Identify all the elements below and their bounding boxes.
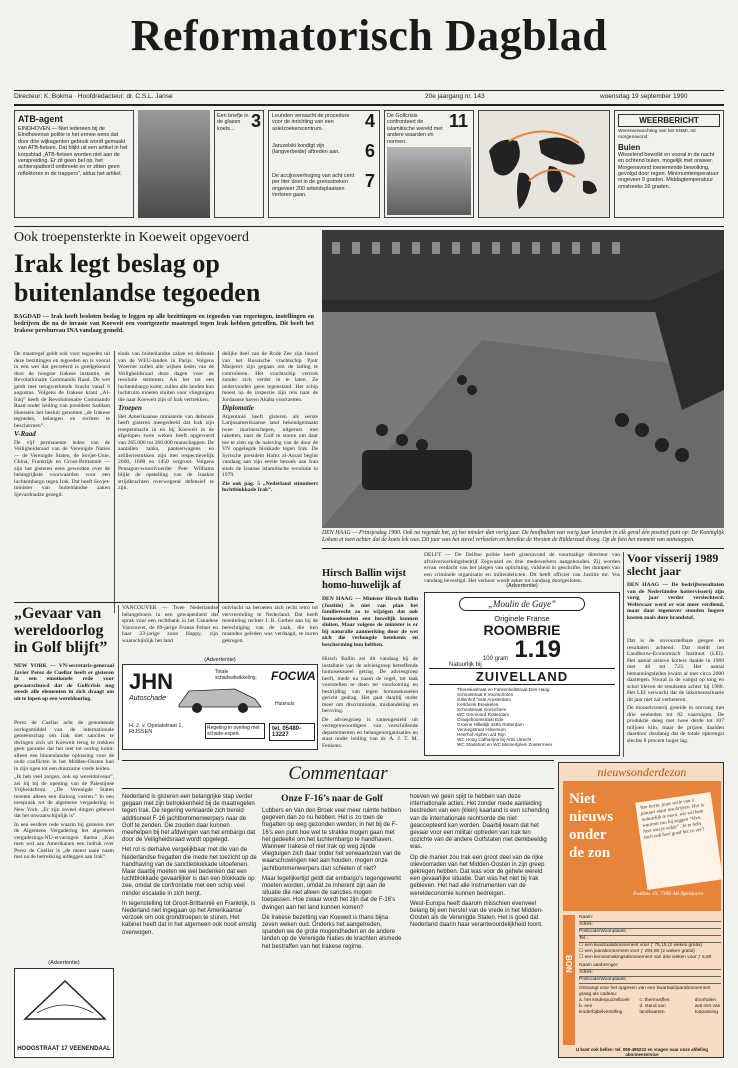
teaser-4-num: 7	[365, 171, 376, 191]
vancouver-col-2: ontvlucht na beroeten zich recht retro tot vervreemding te Nederland. Dat heeft moeiteling rechter J. R. Gerber aan bij de berechtiging van de zaak, die tien maanden geleden was verdaagd, te horen gekregen.	[222, 605, 318, 644]
kids-line-4: de zon	[569, 845, 611, 861]
lead-kicker: Ook troepensterkte in Koeweit opgevoerd	[14, 230, 249, 245]
masthead-rule-top	[14, 90, 724, 91]
ad2-box	[122, 664, 318, 750]
ad3-footer: Natuurlijk bij	[449, 662, 482, 668]
weather-box	[614, 110, 724, 218]
commentaar-col-2b-text: Maar tegelijkertijd geldt dat embargo’s tegengewerkt moeten worden, omdat ze inherent zijn aan de situatie die niet alleen de sancties mogen toepassen. Hoe zwaar wordt het zijn dat de F-16’s dwingen aan het land kunnen komen?	[262, 875, 401, 911]
ad1-text: HOOGSTRAAT 17 VEENENDAAL	[17, 1046, 111, 1052]
commentaar-col-3b-text: Op die manier zou Irak een groot deel van de rijke olievoorraden van het Midden-Oosten in zijn greep gekregen hebben. Dat was voor de gehele wereld een gevaarlijke situatie. Dan was het niet bij Irak gebleven. Het had alle instrumenten van de wereldeconomie kunnen bedreigen.	[410, 854, 545, 897]
lead-col-1b-text: De vijf permanente leden van de Veiligheidsraad van de Verenigde Naties — de Verenigde Staten, de Sovjet-Unie, China, Frankrijk en Groot-Brittannië — zijn het gisteren eens geworden over de belangrijkste voorwaarden voor een luchtembargo tegen Irak. Dat heeft Sovjet-minister van buitenlandse zaken Sjevardnadze gezegd.	[14, 439, 110, 498]
top-strip	[14, 110, 724, 222]
checkbox-icon[interactable]: ☐	[579, 955, 585, 960]
lead-col-rule-1	[114, 351, 115, 613]
coach-photo	[138, 110, 210, 218]
kids-form-tel[interactable]: Tel.:	[579, 936, 721, 943]
ad2-brand2-sub: Huisnuts	[275, 701, 295, 707]
kids-gift-5: doorhalen wat niet van toepassing	[694, 998, 721, 1015]
commentaar-rule-under	[122, 788, 554, 789]
commentaar-col-1c-text: In tegenstelling tot Groot-Brittannië en Frankrijk, is Nederland niet ingegaan op het Amerikaanse verzoek om ook grondtroepen te sturen. Het kabinet heeft dat in het algemeen ook nooit ernstig overwogen.	[122, 900, 257, 936]
atb-box	[14, 110, 134, 218]
ad2-label: (Advertentie)	[204, 657, 236, 663]
kids-line-3: onder	[569, 827, 607, 843]
golf-headline: „Gevaar van wereldoorlog in Golf blijft”	[14, 605, 108, 656]
lead-col-3-text: delijke deel van de Rode Zee zijn boord van het Russische vrachtschip Pjotr Masjerov zijn gegaan om de lading te controleren. Het vrachtschip vertrok zonder zich verder in te laten. Ze ondervonden geen tegenstand. Het schip moest na de inspectie zijn reis naar de Jordaanse haven Akaba voortzetten.	[222, 351, 318, 403]
kids-form-name[interactable]: Naam:	[579, 915, 721, 922]
lead-col-2	[118, 351, 214, 613]
commentaar-rule-top	[122, 760, 554, 761]
kids-opt-3-label: een kennismakingsabonnement van drie weken voor ƒ 5,80	[584, 955, 712, 960]
ad3-weight: 100 gram	[482, 656, 509, 662]
teaser-1	[214, 110, 264, 218]
kids-sender-3[interactable]: Postcode/Woonplaats:	[579, 977, 721, 984]
lead-col-2-text: sinds van buitenlandse zaken en defensie van de WEU-landen in Parijs. Volgens Woerner zullen alle wijken leden van de Veiligheidsraad deze dagen voor de resolutie stemmen. Als het tot een luchtembargo komt, zullen alle landen hun luchtruim moeten sluiten voor vliegtuigen die naar Koeweit zijn of Irak vertrekken.	[118, 351, 214, 403]
delft-text: DELFT — De Delftse politie heeft gisteravond de voormalige directeur van afvalverwerkingsbedrijf Zegwaard en drie medewerkers aangehouden. Zij worden ervan verdacht van het plegen van oplichting, valsheid in geschrifte, het dumpen van een criminele organisatie en milieudelicten. Dit heeft officier van Justitie mr. Vos vandaag bevestigd. Het verhoor wordt zeker tot vandaag doorgesloten.	[424, 552, 620, 584]
ad3-subtitle: Originele Franse	[494, 614, 550, 623]
car-icon	[175, 679, 265, 715]
kids-form	[579, 915, 721, 1016]
checkbox-icon[interactable]: ☐	[579, 943, 585, 948]
teaser-2-num: 4	[365, 111, 376, 131]
ad2-brand2: FOCWA	[271, 669, 316, 683]
golf-col	[14, 720, 114, 958]
teaser-1-text: Een briefje in de glazen koets...	[217, 113, 249, 132]
visserij-col	[627, 638, 724, 756]
kids-gift-2[interactable]: b. een kinderbijbelvertelling	[579, 1004, 623, 1015]
teaser-4-text: De accijnsverhoging van acht cent per liter doet in de grensstreken ongeveer 200 arbeidsplaatsen verloren gaan.	[272, 173, 355, 199]
masthead-rule-bottom	[14, 104, 724, 106]
ad3-list-item: Schoolstraat 9 Voorschoten	[457, 692, 514, 697]
hirsch-text: Hirsch Ballin zei dit vandaag bij de installatie van de adviesgroep betreffende homoseksueel getrag. De adviesgroep heeft, mede na naam de regel, tot taak voorstellen te doen ter voorkoming en bestrijding van tegen homoseksuelen gericht gedrag. Het gaat daarbij onder meer om discriminatie, mishandeling en beroving.	[322, 656, 418, 714]
lead-col-1-text: De maatregel geldt ook voor tegoeden uit deze bezittingen en tegoeden en is vooral in een wet dat gecreëerd is goedgekeurd door de hoogste Irakese instantie, de Revolutionaire Commando Raad. De wet geldt met terugwerkende kracht vanaf 6 augustus. Volgens de Irakese krant „Al-Iraq” heeft de Revolutionaire Commando Raad onder leiding van president Saddam Hoessein het besluit genomen „de Irakese tegoeden, belangen en rechten te beschermen”.	[14, 351, 110, 429]
kids-opt-3[interactable]	[579, 955, 721, 961]
ad3-price: 1.19	[514, 636, 562, 663]
kids-gift-3[interactable]: c. thermosfles	[639, 998, 670, 1003]
ad2-line2: H. J. v. Opstalstraat 1, RIJSSEN	[129, 723, 183, 735]
photo-caption: DEN HAAG — Prinsjesdag 1990. Ook na regende het, zij het minder dan vorig jaar. De hoofbulten van vorig jaar leverden in elk geval één positief punt op: De Koninglijk Lokum et toen achter dat de koets lek was. Dit jaar was het stevel verkoelen en bereikte de Vorsten de Ridderzaal droog. Op de foto het moment van aanstappen.	[322, 530, 724, 543]
parade-scene-icon	[322, 230, 724, 528]
lead-bottom-rule	[14, 602, 314, 603]
teaser-5-text: De Golfcrisis confronteert de islamitische wereld met andere waarden en normen.	[387, 113, 443, 145]
atb-title: ATB-agent	[18, 114, 63, 124]
teaser-1-num: 3	[251, 111, 262, 131]
checkbox-icon[interactable]: ☐	[579, 949, 585, 954]
kids-banner: nieuwsonderdezon	[597, 765, 687, 779]
hirsch-text-2: De adviesgroep is samengesteld uit vertegenwoordigers van verschillende departementen en belangenorganisaties en staat onder leiding van dr. A. J. T. M. Fenkens.	[322, 716, 418, 749]
commentaar-col-2-text: Lubbers en Van den Broek veel meer ruimte hebben gegeven dan zo nu hebben. Het is zo toen de fregatten op weg gezonden werden, in het bij de F-16’s een punt hoe wel te strakke mogen gaan met het gedeelte om het luchtembargo te handhaven. Wanneer Irakese of niet Irak op weg zijnde vliegtuigen zich daar onder het verwaarlozen van de waarschuwingen niet aan houden, mogen onze jachtbommenwerpers dan schieten of niet?	[262, 808, 401, 872]
kids-letter: Van harte, jouw actie van 1 januari staat inschrijven. Het is natuurlijk te mooi, wie wil hem waarom zou hij zeggen “Hee, heet wat je wilde”. Je te hebt toch ook heel goed het zo ver?	[639, 798, 705, 841]
lead-sub-2: Troepen	[118, 404, 142, 412]
kids-sender[interactable]: Naam aanbrenger:	[579, 963, 721, 970]
lead-col-3	[222, 351, 318, 613]
kids-art	[563, 781, 721, 911]
commentaar-header: Commentaar	[288, 763, 388, 784]
ad3-list-item: Groene Hilledijk 329a Rotterdam	[457, 722, 524, 727]
kids-form-address[interactable]: Adres:	[579, 922, 721, 929]
commentaar-col-3c-text: West-Europa heeft daarom misschien evenveel belang bij een herstel van de vrede in het Midden-Oosten als de Verenigde Staten. Het is goed dat Nederland daarin haar verantwoordelijkheid toont.	[410, 900, 544, 929]
lead-intro: BAGDAD — Irak heeft besloten beslag te leggen op alle bezittingen en tegoeden van regeringen, instellingen en bedrijven die na de invasie van Koeweit een voortgezette maatregel tegen Irak hebben getroffen. Dit heeft het Irakese persbureau INA vandaag gemeld.	[14, 313, 314, 334]
weather-text: Wisselend bewolkt en vooral in de nacht en ochtend buien, mogelijk met onweer. Morgenavond toenemende bewolking, gevolgd door regen. Minimumtemperatuur ongeveer 9 graden. Middagtemperatuur omstreeks 16 graden.	[618, 151, 719, 190]
lead-col-rule-2	[218, 351, 219, 613]
ad3-product: ROOMBRIE	[483, 622, 561, 638]
golf-col-1-text: Perez de Cuellar acht de genomende oorlogsmiddel van de internationale gemeenschap om Irak met sancties te dwingen zich uit Koeweit terug te trekken geen garantie dat het niet tot oorlog komt: alleen een binnenlandse oplossing voor de oude conflicten in het Midden-Oosten kan in zijn ogen tot een duurzame vrede leiden.	[14, 720, 114, 772]
ad3-title: „Moulin de Gaye”	[459, 597, 585, 611]
ad3-list-item: Oranjeboomstraat Ede	[457, 717, 504, 722]
weather-title: Buien	[618, 142, 641, 152]
lead-sub-1: V-Raad	[14, 430, 36, 438]
ad2-sub: Autoschade	[129, 695, 166, 702]
hirsch-headline: Hirsch Ballin wijst homo-huwelijk af	[322, 568, 407, 591]
commentaar-col-1b-text: Het rol is derhalve vergelijkbaar met die van de Nederlandse fregatten die mede het toezicht op de handhaving van de sanctieblokkade uitoefenen. Maar daarbij moeten we wel bedenken dat een luchtblokkade gevaarlijker is dan een blokkade op zee, omdat de confrontatie met een schip veel minder escalatie in zich bergt.	[122, 847, 257, 897]
kids-side-label: BON	[564, 955, 573, 973]
weather-source: Weersverwachting van het KNMI, tot morgenavond:	[618, 129, 696, 141]
golf-intro: NEW YORK — VN-secretaris-generaal Javier Perez de Cuellar heeft er gisteren in een emotionele rede voor gewaarschuwd dat de Golfcrisis nog steeds alle elementen in zich draagt om uit te lopen op een wereldoorlog.	[14, 663, 114, 702]
ad3-list-item: Heerhof Alphen a/d Rijn	[457, 732, 506, 737]
masthead-directors: Directeur: K. Bokma · Hoofdredacteur: dr. C.S.L. Janse	[14, 93, 173, 100]
commentaar-col-2c-text: De Irakese bezetting van Koeweit is thans bijna zeven weken oud. Onderks het aangetreden, spanden we de grote mogendheden en de andere landen op de Verenigde Naties de krachten alsmede het bestraffen van het Irakese regime.	[262, 914, 402, 950]
ad2-line3: Regeling in overleg met schade-expert.	[205, 723, 265, 739]
lead-col-1	[14, 351, 110, 613]
kids-gift-4[interactable]: d. stand van landkaarten	[639, 1004, 666, 1015]
teaser-col-2	[268, 110, 380, 218]
visserij-headline: Voor visserij 1989 slecht jaar	[627, 551, 719, 578]
kids-footer: U kunt ook bellen: tel. 050-495222 en vragen naar onze afdeling abonneeservice	[575, 1047, 708, 1057]
visserij-intro: DEN HAAG — De bedrijfsresultaten van de Nederlandse kottervisserij zijn vorig jaar verder verslechterd. Weliswaar werd er wat meer verdiend, maar daar tegenover stonden hogere kosten zoals dure brandstof.	[627, 582, 724, 621]
masthead-title: Reformatorisch Dagblad	[130, 11, 608, 60]
lead-col-2b-text: Het Amerikaanse ministerie van defensie heeft gisteren meegedeeld dat Irak zijn troepenmacht in en bij Koeweit in de afgelopen twee weken heeft opgevoerd van 265.000 tot 360.000 manschappen. De aantallen tanks, pantserwagens en artilleriestukken zijn met respectievelijk 2600, 1600 en 1450 vergroot. Volgens Pentagon-woordvoerder Pete Williams blijkt de opstelling van de Iraakse strijdkrachten overwegend defensief te zijn.	[118, 413, 214, 491]
prinsjesdag-photo	[322, 230, 724, 528]
lead-sub-3: Diplomatie	[222, 404, 254, 412]
ad3-list-item: Gillenhof ’Vale Amsterdam	[457, 697, 511, 702]
ad3-list-item: WC Hoog Catharijne bij Artis Utrecht	[457, 737, 532, 742]
teaser-3-text: Jaruzelski kondigt zijn (langverbeide) aftreden aan.	[272, 143, 340, 156]
photo-rule	[322, 548, 724, 549]
mid-rule-left	[118, 605, 119, 760]
atb-text: EINDHOVEN — Niet iedereen bij de Eindhovense politie is het ermee eens dat door drie wijkagenten gebruik wordt gemaakt van ATB-fietsen. Dat blijkt uit een artikel in het korpsblad „ATB-fietsen worden niet aan de verspreiding. Er zit geen bel op, het achterspatbord ontbreekt en er zitten geen reflektoren in de trappers”, aldus het artikel.	[18, 126, 128, 177]
kids-form-postcode[interactable]: Postcode/Woonplaats:	[579, 929, 721, 936]
strip-rule	[14, 226, 724, 227]
ad3-list-item: Theresiastraat en Fahrenheitstraat Den Haag	[457, 687, 550, 692]
commentaar-headline: Onze F-16’s naar de Golf	[281, 794, 383, 804]
ad3-list-item: Vennegstraat Hilversum	[457, 727, 506, 732]
commentaar-col-3	[410, 794, 554, 1056]
hirsch-col	[322, 656, 418, 756]
visserij-text-2: De mosselvisserij groeide in omvang met drie eenheden tot 82 vaartuigen. De produktie steeg met twee derde tot 107 miljoen kilo, maar de prijzen daalden daardoor dusdanig dat de totale opbrengst slechts 8 procent hoger lag.	[627, 705, 724, 744]
kids-coupon	[558, 762, 724, 1058]
ad3-label: (Advertentie)	[506, 583, 538, 589]
kids-opt-1-label: een kwartaalabonnement voor ƒ 75,15 (2 weken gratis)	[584, 943, 702, 948]
ad3-list-item: Kerkbrink Breukelen	[457, 702, 499, 707]
commentaar-col-1	[122, 794, 258, 1056]
ad3-store: ZUIVELLAND	[429, 668, 615, 685]
teaser-5	[384, 110, 474, 218]
kids-letter-card	[635, 792, 723, 890]
teaser-3-num: 6	[365, 141, 376, 161]
lead-col-3b-text: Argentinië heeft gisteren als eerste Latijnsamerikaanse land bekendgemaakt twee marineschepen, uitgerust met raketten, naar de Golf te sturen om daar toe te zien op de naleving van de door de VN opgelegde blokkade tegen Irak. De Syrische president Hafez al-Assad begint vandaag aan zijn eerste bezoek aan Iran sinds de Iraanse islamitische revolutie in 1979.	[222, 413, 318, 478]
visserij-text: Dat is de onvoorstelbare gesgen en resultaten achtend. Dat meldt het Landbouw-Economisch Instituut (LEI). Het aantal actieve kotters daalde in 1989 met 48 tot 723. Het aantal bemanningsleden kwam al met circa 2000 daartegen. Vooral in de vangst op tong en schol bleven de resultaten achter bij 1988. Het LEI verwacht dat de inkomenssituatie dit jaar niet zal verbeteren.	[627, 638, 724, 703]
masthead-date: woensdag 19 september 1990	[600, 93, 688, 100]
kids-sender-2[interactable]: Adres:	[579, 970, 721, 977]
ad3-list-item: Schoolstraat Gorinchem	[457, 707, 507, 712]
golf-col-1c-text: In een eerdere rede waarin hij gisteren met de Algemene Vergadering het algemeen vergaderings-NU-ervaringen thema „Kan men wel aan Amerikanen een indruk over Perez de Cuellar is „de meest taaie naam met na de betrekking uitleggen aan Irak”.	[14, 821, 114, 860]
masthead-volume: 20e jaargang nr. 143	[425, 93, 485, 100]
ad3-price-row	[429, 638, 615, 662]
kids-note: Ontvangt voor het opgeven van een kwartaal/jaarabonnement graag als cadeau:	[579, 986, 711, 997]
visserij-rule	[623, 552, 624, 757]
ad1-label: (Advertentie)	[48, 960, 80, 966]
commentaar-col-3-text: hoeven we geen spijt te hebben van deze internationale acties. Het zonder mede aanleiding bestreden van een (klein) kaarland is een schending van de internationale rechtsorde die niet geaccepteerd kan worden. Daarbij kwam dat het gevaar voor een militair optreden van Irak ten opzichte van de andere Golfstaten niet denkbeeldig was.	[410, 794, 550, 851]
kids-side-bar	[563, 915, 575, 1045]
ad2-tel: tel. 05480-13227	[269, 723, 315, 741]
kids-gift-1[interactable]: a. het kinderpuzzelboek	[579, 998, 630, 1003]
lead-headline: Irak legt beslag op buitenlandse tegoeden	[14, 249, 261, 307]
ad3-list-item: WC Stadshart en WC Minnertplein Zoetermeer	[457, 742, 553, 747]
weather-map	[478, 110, 610, 218]
vancouver-col-1: VANCOUVER — Twee Nederlandse bélangeboers in een gewapenheid dat sprak voor een rechtbank in het Canadese Vancouver, de 69-jarige Franse Felner en haar 23-jarige zoon Happy, zijn waarschijnlijk het land	[122, 605, 218, 644]
kids-line-1: Niet	[569, 791, 596, 807]
house-logo-icon	[15, 969, 115, 1041]
golf-col-1b-text: „Ik heb veel zorgen, ook op wereldniveau”, zei hij bij de opening van de Palestijnse Vrijheidsfront. „De Verenigde Staten moeten alleen een dialoog voeren.” In een toespraak tot de algemene vergadering in New York. „Er zijn zoveel dingen gebeurd dat het onwaarschijnlijk is”.	[14, 774, 114, 819]
kids-gifts	[579, 998, 721, 1016]
hirsch-intro: DEN HAAG — Minister Hirsch Ballin (Justitie) is niet van plan het familierecht zo te wijzigen dat ook homoseksuelen een huwelijk kunnen sluiten. Maar volgens de minister is er bij naturalie aanmerking door de wet zich die verhoogde betekenis en bescherming hun hebben.	[322, 596, 418, 648]
teaser-2-text: Leunden verwacht de procedure voor de inrichting van een asielzoekerscentrum.	[272, 113, 350, 132]
ad2-line1: Totale schadeafwikkeling.	[215, 669, 257, 681]
commentaar-col-1-text: Nederland is gisteren een belangrijke stap verder gegaan met zijn betrokkenheid bij de maatregelen tegen Irak. De regering verklaarde zich bereid additioneel F-16 jachtbommenwerpers naar de Golf te zenden. Die zouden daar kunnen meehelpen bij het afdwingen van het embargo dat door de Veiligheidsraad wordt opgelegd.	[122, 794, 256, 844]
commentaar-col-2	[262, 808, 402, 1056]
ad1-box	[14, 968, 114, 1058]
ad2-brand: JHN	[129, 669, 174, 694]
kids-line-2: nieuws	[569, 809, 614, 825]
ad3-list	[457, 687, 615, 747]
kids-address: Postbus 19, 7300 AB Apeldoorn	[633, 891, 704, 897]
kids-gifts-right	[640, 998, 689, 1016]
kids-opt-2-label: een jaarabonnement voor ƒ 294,80 (2 weken gratis)	[584, 949, 695, 954]
ad3-list-item: WC Ommoord Rotterdam	[457, 712, 510, 717]
kids-gifts-left	[579, 998, 634, 1016]
soldiers-photo	[387, 147, 471, 215]
world-map-icon	[479, 111, 611, 219]
lead-col-3c-text: Zie ook pag. 5 „Nederland stimuleert luchtblokkade Irak”.	[222, 480, 318, 493]
teaser-5-num: 11	[449, 111, 469, 131]
weather-header: WEERBERICHT	[618, 114, 720, 127]
ad3-box	[424, 592, 620, 756]
